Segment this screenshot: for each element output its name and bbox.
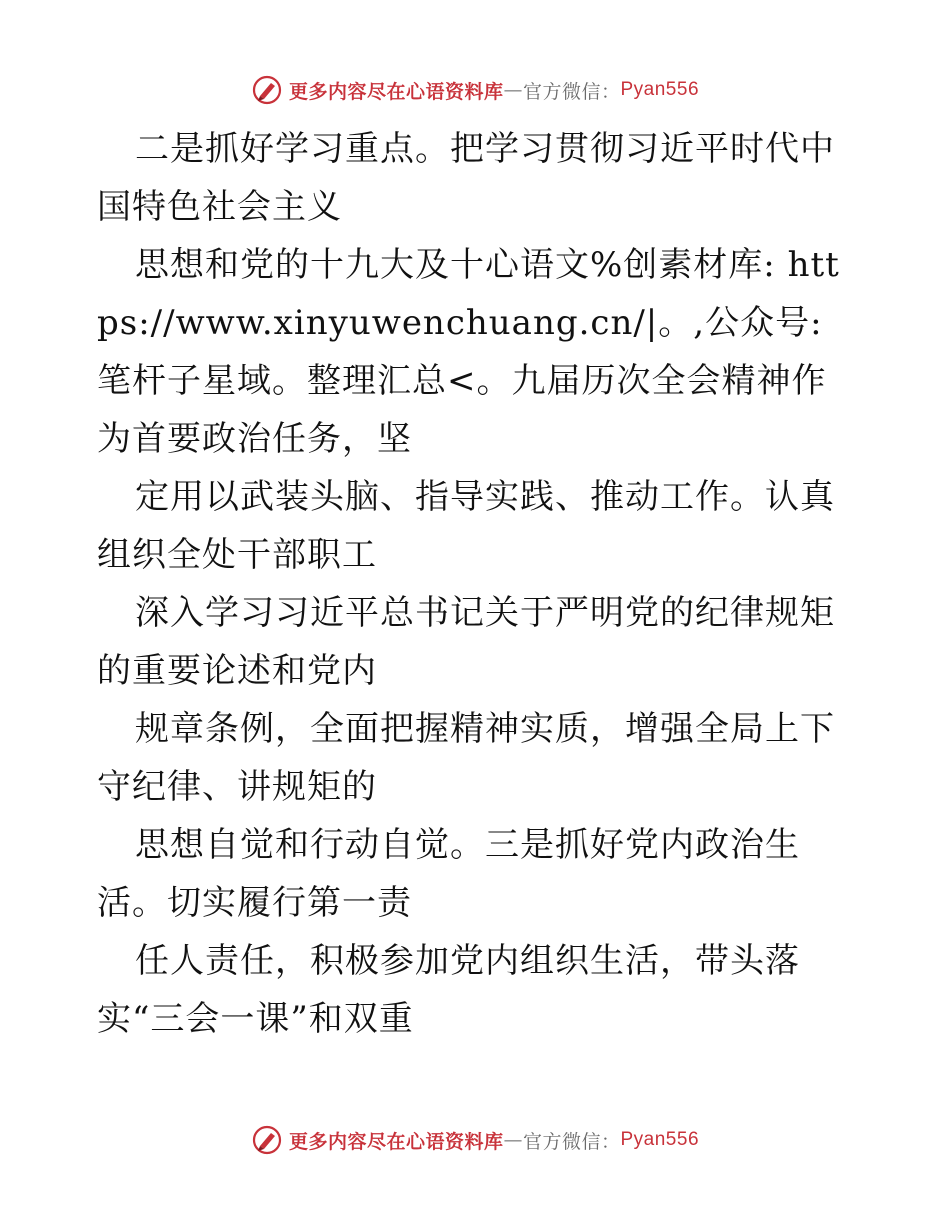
paragraph: 二是抓好学习重点。把学习贯彻习近平时代中国特色社会主义 xyxy=(97,129,835,227)
header-brand: 更多内容尽在心语资料库 xyxy=(288,80,504,103)
footer-separator: — xyxy=(503,1129,523,1151)
header-separator: — xyxy=(503,79,523,101)
paragraph: 定用以武装头脑、指导实践、推动工作。认真组织全处干部职工 xyxy=(97,477,835,575)
document-body xyxy=(97,120,857,1048)
footer-banner xyxy=(0,1120,950,1160)
paragraph: 深入学习习近平总书记关于严明党的纪律规矩的重要论述和党内 xyxy=(97,593,835,691)
header-banner xyxy=(0,70,950,110)
pen-logo-icon xyxy=(251,74,283,106)
footer-account: Pyan556 xyxy=(620,1129,700,1150)
paragraph: 思想和党的十九大及十心语文%创素材库: https://www.xinyuwenchuang.cn/|。,公众号: 笔杆子星域。整理汇总<。九届历次全会精神作为首要政治任务，坚 xyxy=(97,245,840,459)
paragraph: 规章条例，全面把握精神实质，增强全局上下守纪律、讲规矩的 xyxy=(97,709,835,807)
header-label: 官方微信： xyxy=(522,80,621,103)
footer-brand: 更多内容尽在心语资料库 xyxy=(288,1130,504,1153)
paragraph: 任人责任，积极参加党内组织生活，带头落实“三会一课”和双重 xyxy=(97,941,800,1039)
header-account: Pyan556 xyxy=(620,79,700,100)
pen-logo-icon xyxy=(251,1124,283,1156)
footer-label: 官方微信： xyxy=(522,1130,621,1153)
paragraph: 思想自觉和行动自觉。三是抓好党内政治生活。切实履行第一责 xyxy=(97,825,800,923)
